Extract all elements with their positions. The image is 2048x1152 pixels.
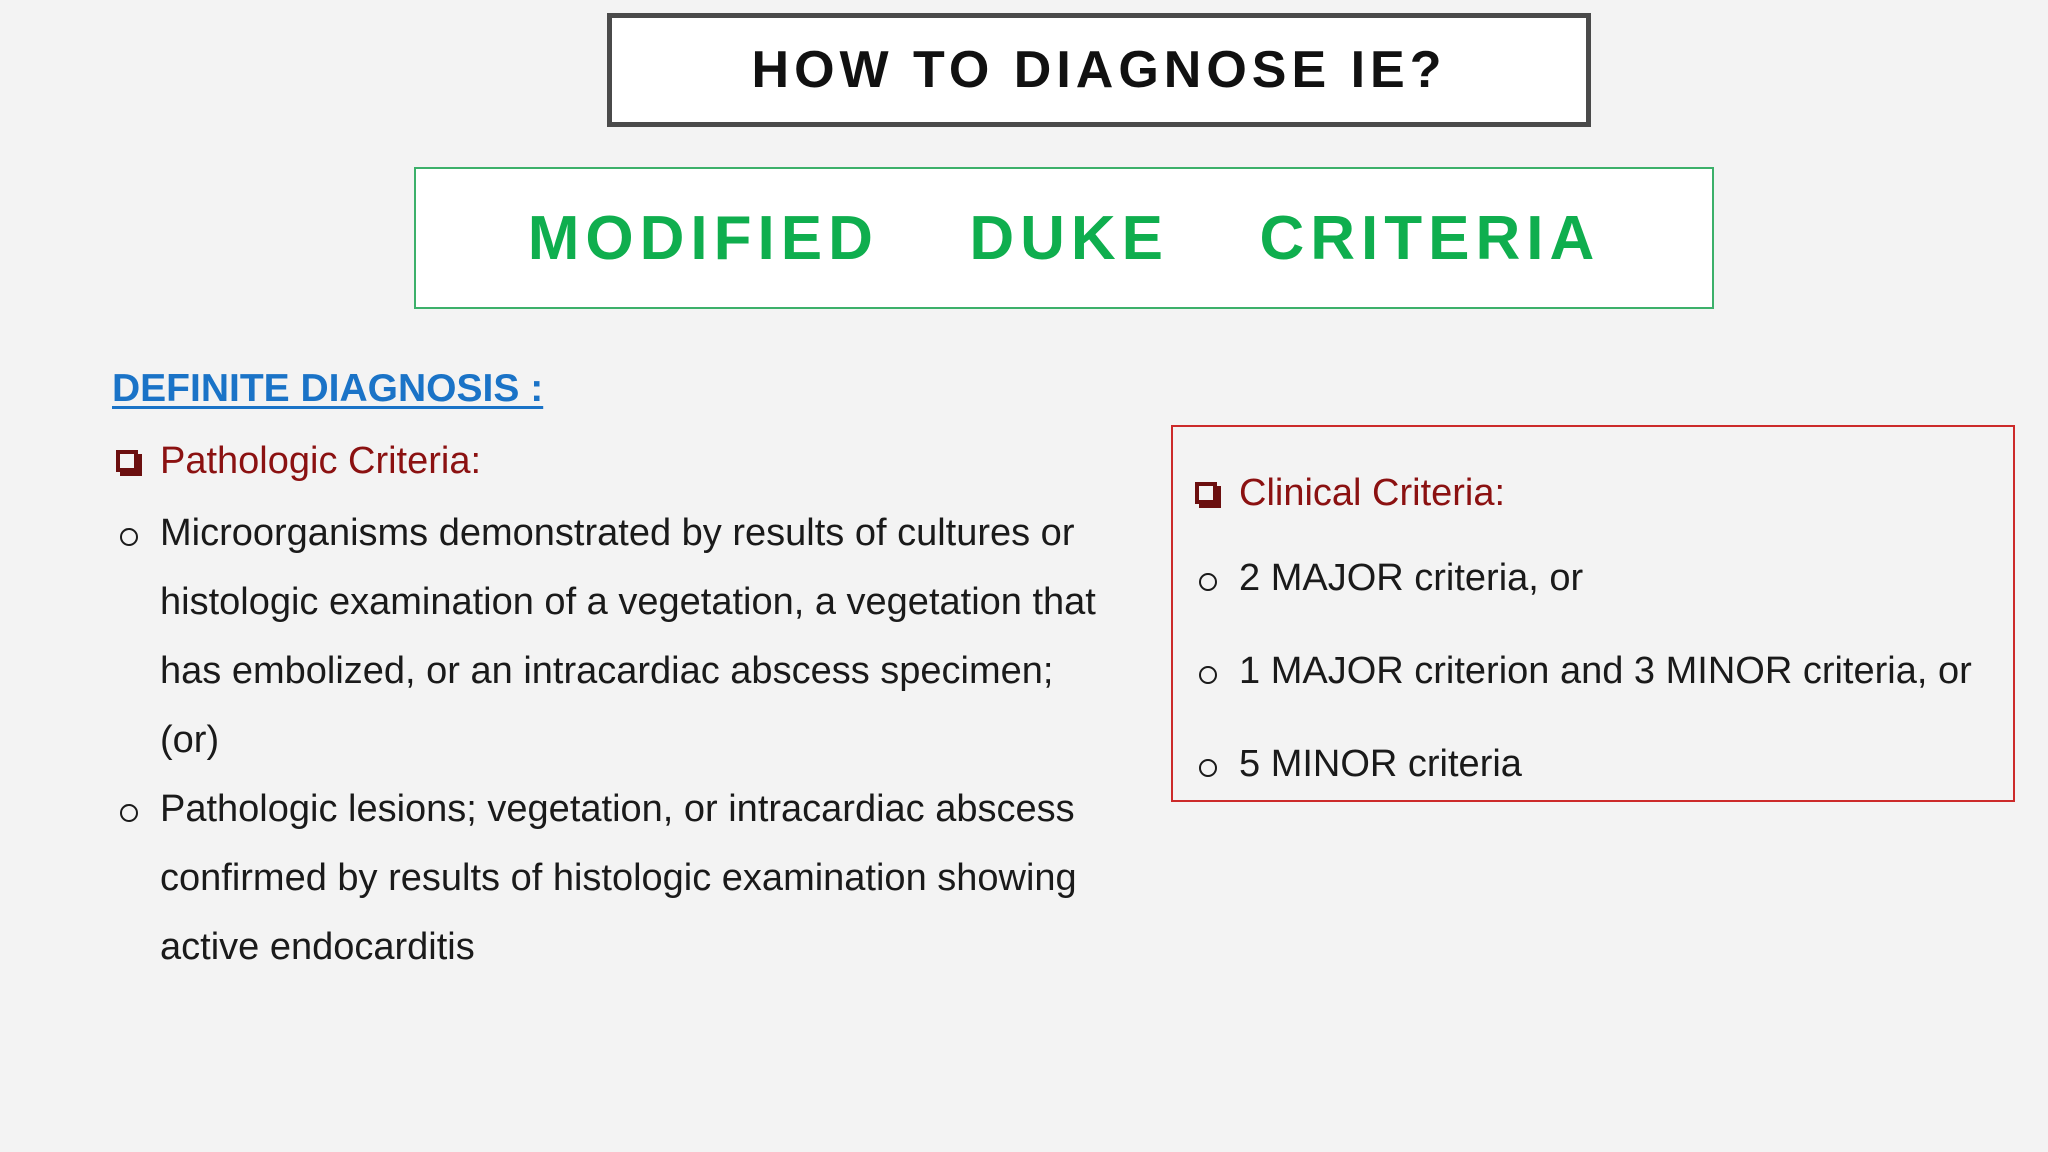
pathologic-criteria-heading — [112, 431, 1122, 491]
pathologic-item-text: Pathologic lesions; vegetation, or intracardiac abscess confirmed by results of histologic examination showing active endocarditis — [160, 788, 1077, 968]
slide-title: HOW TO DIAGNOSE IE? — [751, 41, 1447, 99]
clinical-criteria-label: Clinical Criteria: — [1239, 471, 1506, 514]
clinical-criteria-list — [1191, 555, 2013, 787]
clinical-item-text: 1 MAJOR criterion and 3 MINOR criteria, or — [1239, 650, 1972, 692]
slide-subtitle: MODIFIED DUKE CRITERIA — [527, 203, 1601, 273]
list-item — [112, 499, 1122, 775]
checkbox-icon — [1195, 482, 1217, 504]
circle-bullet-icon — [1199, 666, 1217, 684]
clinical-criteria-heading — [1191, 463, 2013, 523]
clinical-item-text: 5 MINOR criteria — [1239, 743, 1522, 785]
clinical-item-text: 2 MAJOR criteria, or — [1239, 557, 1584, 599]
subtitle-box — [414, 167, 1714, 309]
clinical-criteria-box — [1171, 425, 2015, 802]
circle-bullet-icon — [120, 804, 138, 822]
title-box — [607, 13, 1591, 127]
circle-bullet-icon — [1199, 759, 1217, 777]
pathologic-item-text: Microorganisms demonstrated by results of cultures or histologic examination of a vegetation, a vegetation that has embolized, or an intracardiac abscess specimen; (or) — [160, 512, 1096, 761]
list-item — [1191, 555, 2013, 601]
checkbox-icon — [116, 450, 138, 472]
list-item — [1191, 741, 2013, 787]
list-item — [112, 775, 1122, 982]
circle-bullet-icon — [1199, 573, 1217, 591]
pathologic-criteria-section — [112, 431, 1122, 982]
definite-diagnosis-heading: DEFINITE DIAGNOSIS : — [112, 367, 544, 410]
circle-bullet-icon — [120, 528, 138, 546]
pathologic-criteria-label: Pathologic Criteria: — [160, 439, 482, 482]
list-item — [1191, 648, 2013, 694]
